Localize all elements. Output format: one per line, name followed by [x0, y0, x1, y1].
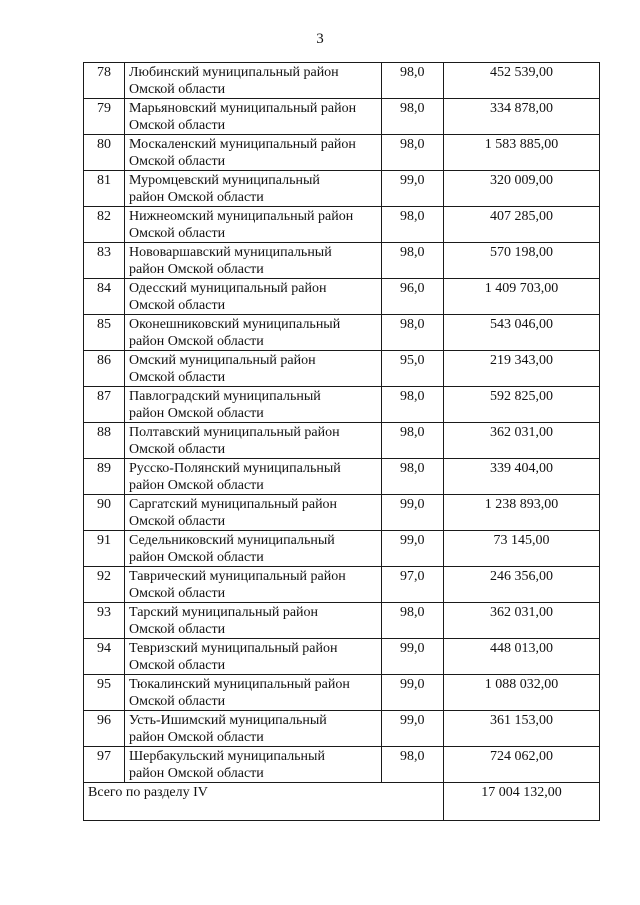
percent-value: 96,0 — [382, 279, 444, 315]
percent-value: 98,0 — [382, 603, 444, 639]
district-name-line-2: Омской области — [129, 622, 226, 637]
total-sum: 17 004 132,00 — [444, 783, 600, 821]
amount-value: 361 153,00 — [444, 711, 600, 747]
district-name — [125, 423, 382, 459]
table-row — [84, 459, 600, 495]
table-row — [84, 675, 600, 711]
district-name-line-2: Омской области — [129, 442, 226, 457]
percent-value: 98,0 — [382, 315, 444, 351]
district-name — [125, 531, 382, 567]
table-row — [84, 351, 600, 387]
amount-value: 1 088 032,00 — [444, 675, 600, 711]
percent-value: 99,0 — [382, 639, 444, 675]
row-number: 88 — [84, 423, 125, 459]
district-name — [125, 495, 382, 531]
percent-value: 98,0 — [382, 63, 444, 99]
table-row — [84, 315, 600, 351]
district-name-line-1: Марьяновский муниципальный район — [129, 101, 357, 116]
district-name — [125, 315, 382, 351]
percent-value: 97,0 — [382, 567, 444, 603]
district-name-line-2: район Омской области — [129, 190, 264, 205]
district-name-line-2: район Омской области — [129, 730, 264, 745]
table-row — [84, 603, 600, 639]
percent-value: 98,0 — [382, 459, 444, 495]
table-row — [84, 639, 600, 675]
table-row — [84, 531, 600, 567]
amount-value: 362 031,00 — [444, 423, 600, 459]
percent-value: 98,0 — [382, 423, 444, 459]
amount-value: 73 145,00 — [444, 531, 600, 567]
amount-value: 543 046,00 — [444, 315, 600, 351]
row-number: 97 — [84, 747, 125, 783]
district-name — [125, 567, 382, 603]
amount-value: 724 062,00 — [444, 747, 600, 783]
district-name — [125, 387, 382, 423]
table-row — [84, 711, 600, 747]
district-name-line-2: Омской области — [129, 694, 226, 709]
amount-value: 1 583 885,00 — [444, 135, 600, 171]
row-number: 86 — [84, 351, 125, 387]
district-name-line-2: Омской области — [129, 118, 226, 133]
district-name-line-1: Таврический муниципальный район — [129, 569, 346, 584]
district-name-line-2: район Омской области — [129, 478, 264, 493]
amount-value: 339 404,00 — [444, 459, 600, 495]
row-number: 82 — [84, 207, 125, 243]
district-name-line-1: Русско-Полянский муниципальный — [129, 461, 341, 476]
district-name — [125, 639, 382, 675]
district-name-line-1: Тевризский муниципальный район — [129, 641, 338, 656]
row-number: 87 — [84, 387, 125, 423]
district-name-line-1: Тарский муниципальный район — [129, 605, 319, 620]
district-name — [125, 711, 382, 747]
district-name — [125, 747, 382, 783]
percent-value: 99,0 — [382, 711, 444, 747]
district-name-line-1: Тюкалинский муниципальный район — [129, 677, 350, 692]
row-number: 89 — [84, 459, 125, 495]
district-name-line-2: Омской области — [129, 514, 226, 529]
total-row — [84, 783, 600, 821]
district-name-line-1: Нововаршавский муниципальный — [129, 245, 332, 260]
district-name — [125, 243, 382, 279]
row-number: 85 — [84, 315, 125, 351]
percent-value: 98,0 — [382, 207, 444, 243]
allocation-table — [83, 62, 600, 821]
district-name-line-1: Седельниковский муниципальный — [129, 533, 335, 548]
table-row — [84, 495, 600, 531]
row-number: 90 — [84, 495, 125, 531]
page-number: 3 — [316, 31, 324, 47]
table-row — [84, 423, 600, 459]
percent-value: 99,0 — [382, 531, 444, 567]
amount-value: 407 285,00 — [444, 207, 600, 243]
district-name-line-1: Одесский муниципальный район — [129, 281, 327, 296]
table-row — [84, 135, 600, 171]
district-name — [125, 99, 382, 135]
percent-value: 99,0 — [382, 495, 444, 531]
percent-value: 99,0 — [382, 171, 444, 207]
district-name-line-2: район Омской области — [129, 406, 264, 421]
table-row — [84, 63, 600, 99]
amount-value: 448 013,00 — [444, 639, 600, 675]
row-number: 78 — [84, 63, 125, 99]
amount-value: 1 409 703,00 — [444, 279, 600, 315]
percent-value: 98,0 — [382, 747, 444, 783]
district-name — [125, 351, 382, 387]
row-number: 79 — [84, 99, 125, 135]
row-number: 96 — [84, 711, 125, 747]
amount-value: 334 878,00 — [444, 99, 600, 135]
district-name-line-2: Омской области — [129, 658, 226, 673]
table-row — [84, 243, 600, 279]
district-name-line-2: Омской области — [129, 82, 226, 97]
amount-value: 592 825,00 — [444, 387, 600, 423]
row-number: 93 — [84, 603, 125, 639]
district-name-line-1: Муромцевский муниципальный — [129, 173, 320, 188]
row-number: 92 — [84, 567, 125, 603]
district-name-line-1: Любинский муниципальный район — [129, 65, 339, 80]
amount-value: 362 031,00 — [444, 603, 600, 639]
district-name-line-2: район Омской области — [129, 262, 264, 277]
district-name-line-2: Омской области — [129, 370, 226, 385]
district-name — [125, 135, 382, 171]
row-number: 91 — [84, 531, 125, 567]
table-row — [84, 279, 600, 315]
district-name — [125, 207, 382, 243]
district-name — [125, 279, 382, 315]
row-number: 81 — [84, 171, 125, 207]
amount-value: 452 539,00 — [444, 63, 600, 99]
row-number: 94 — [84, 639, 125, 675]
district-name — [125, 603, 382, 639]
district-name-line-2: Омской области — [129, 298, 226, 313]
percent-value: 95,0 — [382, 351, 444, 387]
district-name-line-1: Москаленский муниципальный район — [129, 137, 356, 152]
table-body — [84, 63, 600, 821]
percent-value: 98,0 — [382, 243, 444, 279]
row-number: 80 — [84, 135, 125, 171]
district-name-line-1: Омский муниципальный район — [129, 353, 316, 368]
table-row — [84, 387, 600, 423]
district-name-line-2: Омской области — [129, 226, 226, 241]
percent-value: 99,0 — [382, 675, 444, 711]
district-name — [125, 459, 382, 495]
district-name-line-2: район Омской области — [129, 766, 264, 781]
district-name — [125, 675, 382, 711]
amount-value: 219 343,00 — [444, 351, 600, 387]
district-name-line-1: Полтавский муниципальный район — [129, 425, 340, 440]
percent-value: 98,0 — [382, 135, 444, 171]
district-name-line-1: Саргатский муниципальный район — [129, 497, 338, 512]
district-name-line-2: район Омской области — [129, 334, 264, 349]
table-row — [84, 207, 600, 243]
district-name-line-1: Шербакульский муниципальный — [129, 749, 325, 764]
row-number: 83 — [84, 243, 125, 279]
district-name — [125, 171, 382, 207]
district-name-line-2: Омской области — [129, 154, 226, 169]
amount-value: 246 356,00 — [444, 567, 600, 603]
district-name-line-2: район Омской области — [129, 550, 264, 565]
table-row — [84, 171, 600, 207]
district-name-line-1: Нижнеомский муниципальный район — [129, 209, 354, 224]
amount-value: 320 009,00 — [444, 171, 600, 207]
total-label: Всего по разделу IV — [84, 783, 444, 821]
percent-value: 98,0 — [382, 387, 444, 423]
district-name-line-1: Павлоградский муниципальный — [129, 389, 321, 404]
row-number: 95 — [84, 675, 125, 711]
table-row — [84, 747, 600, 783]
district-name-line-1: Оконешниковский муниципальный — [129, 317, 341, 332]
row-number: 84 — [84, 279, 125, 315]
district-name-line-1: Усть-Ишимский муниципальный — [129, 713, 327, 728]
percent-value: 98,0 — [382, 99, 444, 135]
amount-value: 1 238 893,00 — [444, 495, 600, 531]
table-row — [84, 99, 600, 135]
district-name — [125, 63, 382, 99]
district-name-line-2: Омской области — [129, 586, 226, 601]
table-row — [84, 567, 600, 603]
amount-value: 570 198,00 — [444, 243, 600, 279]
